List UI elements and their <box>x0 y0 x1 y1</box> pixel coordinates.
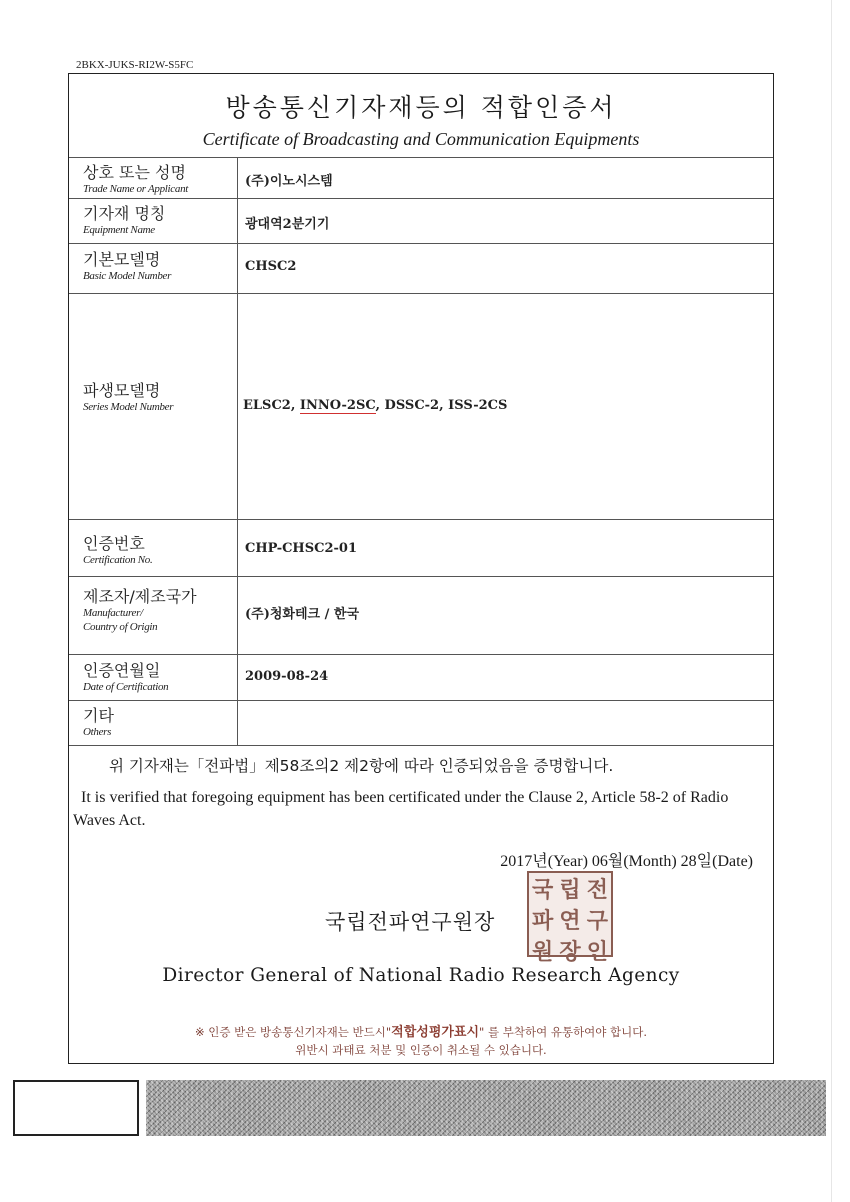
field-row-certification-no <box>69 519 773 576</box>
issuer-english: Director General of National Radio Research Agency <box>162 965 680 986</box>
certificate-frame <box>68 73 774 1064</box>
trade-name-label-en: Trade Name or Applicant <box>83 183 189 195</box>
series-model-label-ko: 파생모델명 <box>83 381 161 400</box>
seal-char: 구 <box>586 909 608 934</box>
series-model-part-1: ELSC2, <box>243 398 300 413</box>
manufacturer-label-ko: 제조자/제조국가 <box>83 587 197 606</box>
seal-char: 인 <box>586 940 608 965</box>
seal-char: 국 <box>532 878 554 903</box>
equipment-name-label-en: Equipment Name <box>83 224 155 236</box>
seal-char: 연 <box>559 909 581 934</box>
cert-date-label-ko: 인증연월일 <box>83 661 161 680</box>
document-code: 2BKX-JUKS-RI2W-S5FC <box>76 59 194 71</box>
field-row-trade-name <box>69 157 773 198</box>
seal-char: 전 <box>586 878 608 903</box>
field-row-manufacturer <box>69 576 773 654</box>
manufacturer-label-en-2: Country of Origin <box>83 621 158 633</box>
official-seal <box>527 871 613 965</box>
security-pattern-band <box>146 1080 826 1136</box>
trade-name-label-ko: 상호 또는 성명 <box>83 163 186 182</box>
certification-no-value: CHP-CHSC2-01 <box>245 541 357 556</box>
basic-model-label-ko: 기본모델명 <box>83 250 161 269</box>
page-edge-line <box>831 0 832 1202</box>
equipment-name-label-ko: 기자재 명칭 <box>83 204 166 223</box>
issue-date: 2017년(Year) 06월(Month) 28일(Date) <box>500 853 753 870</box>
field-row-cert-date <box>69 654 773 700</box>
certificate-title-korean: 방송통신기자재등의 적합인증서 <box>225 93 617 122</box>
seal-char: 파 <box>532 909 554 934</box>
notice-line-2: 위반시 과태료 처분 및 인증이 취소될 수 있습니다. <box>295 1043 547 1057</box>
field-row-equipment-name <box>69 198 773 243</box>
notice-part-2: " 를 부착하여 유통하여야 합니다. <box>479 1025 648 1039</box>
basic-model-label-en: Basic Model Number <box>83 270 172 282</box>
series-model-value <box>243 398 507 413</box>
field-row-series-model <box>69 293 773 519</box>
others-label-ko: 기타 <box>83 706 114 725</box>
cert-date-label-en: Date of Certification <box>83 681 169 693</box>
seal-char: 립 <box>559 878 581 903</box>
statement-korean: 위 기자재는「전파법」제58조의2 제2항에 따라 인증되었음을 증명합니다. <box>109 757 614 775</box>
certificate-title-english: Certificate of Broadcasting and Communication Equipments <box>202 129 640 149</box>
others-label-en: Others <box>83 726 112 738</box>
certification-no-label-ko: 인증번호 <box>83 534 145 553</box>
seal-char: 장 <box>559 940 581 965</box>
seal-char: 원 <box>532 940 554 965</box>
manufacturer-label-en-1: Manufacturer/ <box>83 607 143 619</box>
equipment-name-value: 광대역2분기기 <box>245 217 330 232</box>
series-model-part-3: , DSSC-2, ISS-2CS <box>375 398 508 413</box>
issuer-korean: 국립전파연구원장 <box>325 910 496 934</box>
certification-no-label-en: Certification No. <box>83 554 153 566</box>
notice-part-1: ※ 인증 받은 방송통신기자재는 반드시" <box>194 1025 392 1039</box>
basic-model-value: CHSC2 <box>245 259 297 274</box>
trade-name-value: (주)이노시스템 <box>245 174 333 189</box>
statement-english: It is verified that foregoing equipment has been certificated under the Clause 2, Article 58-2 of Radio Waves Act. <box>73 789 729 829</box>
cert-date-value: 2009-08-24 <box>245 669 329 684</box>
series-model-label-en: Series Model Number <box>83 401 174 413</box>
notice-emphasis: 적합성평가표시 <box>391 1025 480 1040</box>
field-row-basic-model <box>69 243 773 293</box>
series-model-underlined: INNO-2SC <box>299 398 376 413</box>
notice-line-1 <box>69 1021 773 1040</box>
stub-box <box>13 1080 139 1136</box>
certificate-fields-table <box>69 157 773 746</box>
field-row-others <box>69 700 773 746</box>
manufacturer-value: (주)청화테크 / 한국 <box>245 607 360 622</box>
